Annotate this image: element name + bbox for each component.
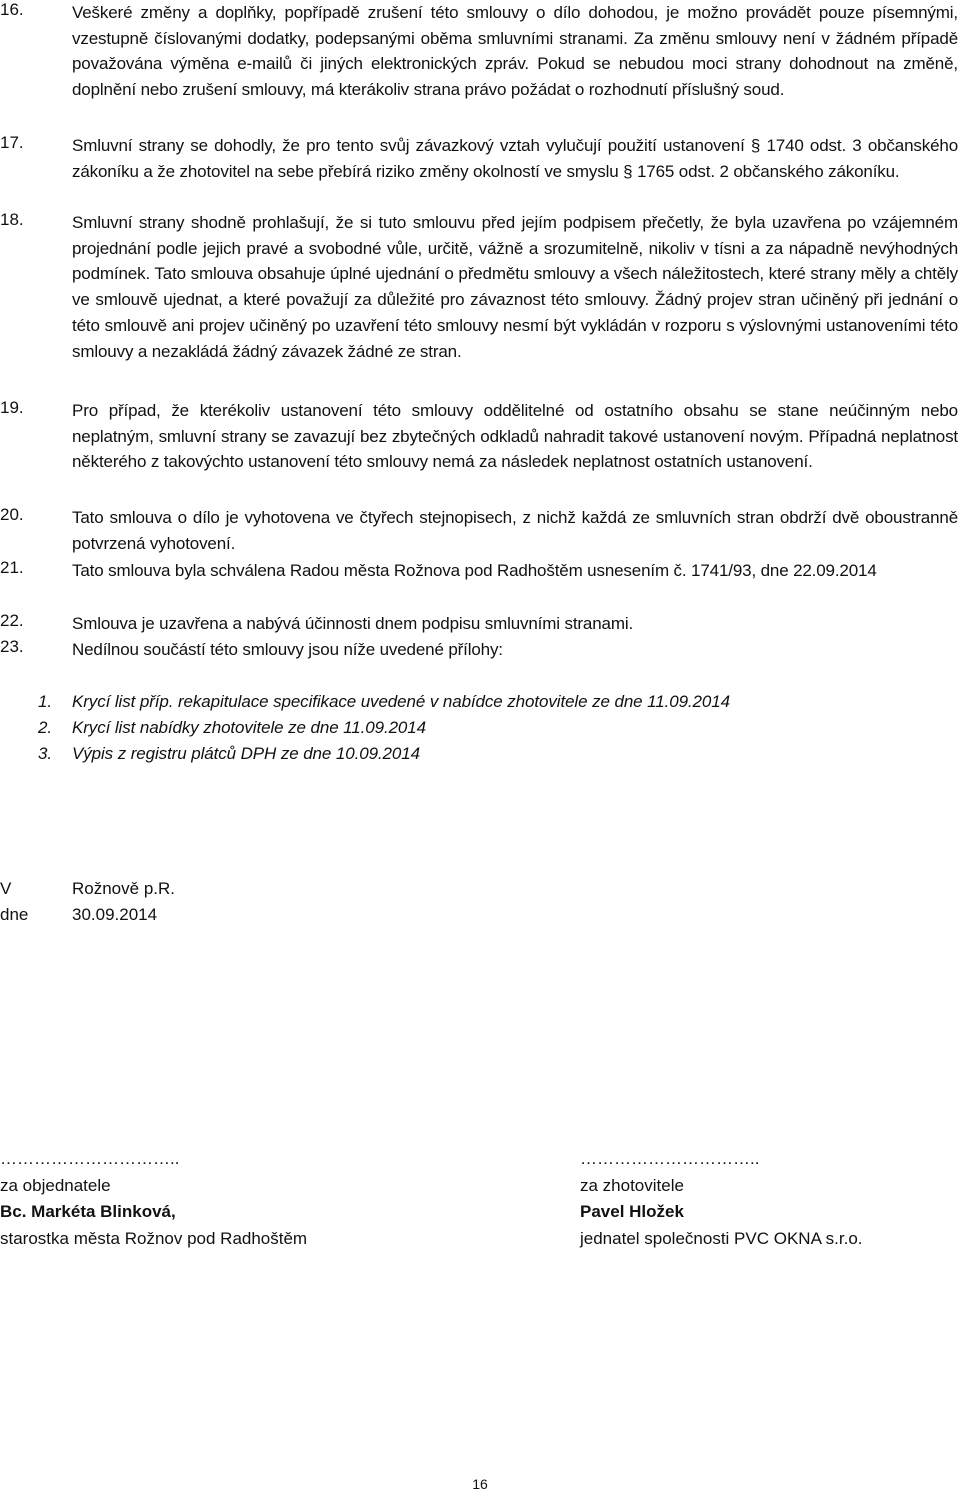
- attachment-number: 3.: [38, 744, 52, 763]
- signatory-name: Bc. Markéta Blinková,: [0, 1202, 176, 1221]
- clause-number: 23.: [0, 637, 24, 656]
- attachment-number: 2.: [38, 718, 52, 737]
- clause-number: 20.: [0, 505, 24, 524]
- signature-role: za zhotovitele: [580, 1175, 684, 1195]
- attachment-item: [38, 744, 420, 764]
- signing-date: [0, 905, 157, 925]
- clause-number: 17.: [0, 133, 24, 152]
- page-number: 16: [472, 1476, 488, 1492]
- date-value: 30.09.2014: [72, 905, 158, 924]
- attachment-number: 1.: [38, 692, 52, 711]
- signatory-title: jednatel společnosti PVC OKNA s.r.o.: [580, 1228, 863, 1248]
- clause-text: Nedílnou součástí této smlouvy jsou níže uvedené přílohy:: [72, 640, 503, 659]
- clause-text: Tato smlouva byla schválena Radou města Rožnova pod Radhoštěm usnesením č. 1741/93, dne 22.09.2014: [72, 561, 877, 580]
- signatory-name: Pavel Hložek: [580, 1202, 684, 1221]
- signatory-title: starostka města Rožnov pod Radhoštěm: [0, 1228, 308, 1248]
- clause-number: 22.: [0, 611, 24, 630]
- clause-number: 16.: [0, 0, 24, 19]
- clause-text: Smluvní strany shodně prohlašují, že si tuto smlouvu před jejím podpisem přečetly, že byla uzavřena po vzájemném projednání podle jejich pravé a svobodné vůle, určitě, vážně a srozumitelně, nikoliv v tísni a za nápadně nevýhodných podmínek. Tato smlouva obsahuje úplné ujednání o předmětu smlouvy a všech náležitostech, které strany měly a chtěly ve smlouvě ujednat, a které považují za důležité pro závaznost této smlouvy. Žádný projev stran učiněný při jednání o této smlouvě ani projev učiněný po uzavření této smlouvy nesmí být vykládán v rozporu s výslovnými ustanoveními této smlouvy a nezakládá žádný závazek žádné ze stran.: [72, 213, 958, 361]
- signature-block-client: [0, 1146, 307, 1252]
- attachment-text: Krycí list nabídky zhotovitele ze dne 11.09.2014: [72, 718, 426, 737]
- date-label: dne: [0, 905, 29, 924]
- clause-number: 19.: [0, 398, 24, 417]
- signature-line: …………………………..: [0, 1149, 180, 1168]
- clause-text: Pro případ, že kterékoliv ustanovení této smlouvy oddělitelné od ostatního obsahu se stane neúčinným nebo neplatným, smluvní strany se zavazují bez zbytečných odkladů nahradit takové ustanovení novým. Případná neplatnost některého z takovýchto ustanovení této smlouvy nemá za následek neplatnost ostatních ustanovení.: [72, 401, 958, 472]
- clause-text: Smluvní strany se dohodly, že pro tento svůj závazkový vztah vylučují použití ustanovení § 1740 odst. 3 občanského zákoníku a že zhotovitel na sebe přebírá riziko změny okolností ve smyslu § 1765 odst. 2 občanského zákoníku.: [72, 136, 958, 181]
- signature-block-contractor: [580, 1146, 863, 1252]
- signature-role: za objednatele: [0, 1175, 111, 1195]
- attachment-text: Krycí list příp. rekapitulace specifikace uvedené v nabídce zhotovitele ze dne 11.09.2014: [72, 692, 730, 711]
- clause-text: Veškeré změny a doplňky, popřípadě zrušení této smlouvy o dílo dohodou, je možno provádět pouze písemnými, vzestupně číslovanými dodatky, podepsanými oběma smluvními stranami. Za změnu smlouvy není v žádném případě považována výměna e-mailů či jiných elektronických zpráv. Pokud se nebudou moci strany dohodnout na změně, doplnění nebo zrušení smlouvy, má kterákoliv strana právo požádat o rozhodnutí příslušný soud.: [72, 3, 958, 100]
- attachment-text: Výpis z registru plátců DPH ze dne 10.09.2014: [72, 744, 420, 763]
- signing-place: [0, 879, 175, 899]
- clause-text: Smlouva je uzavřena a nabývá účinnosti dnem podpisu smluvními stranami.: [72, 614, 634, 633]
- place-value: Rožnově p.R.: [72, 879, 175, 898]
- attachment-item: [38, 718, 426, 738]
- attachment-item: [38, 692, 730, 712]
- clause-number: 18.: [0, 210, 24, 229]
- signature-line: …………………………..: [580, 1149, 760, 1168]
- clause-text: Tato smlouva o dílo je vyhotovena ve čtyřech stejnopisech, z nichž každá ze smluvních stran obdrží dvě oboustranně potvrzená vyhotovení.: [72, 508, 958, 553]
- clause-number: 21.: [0, 558, 24, 577]
- place-label: V: [0, 879, 12, 898]
